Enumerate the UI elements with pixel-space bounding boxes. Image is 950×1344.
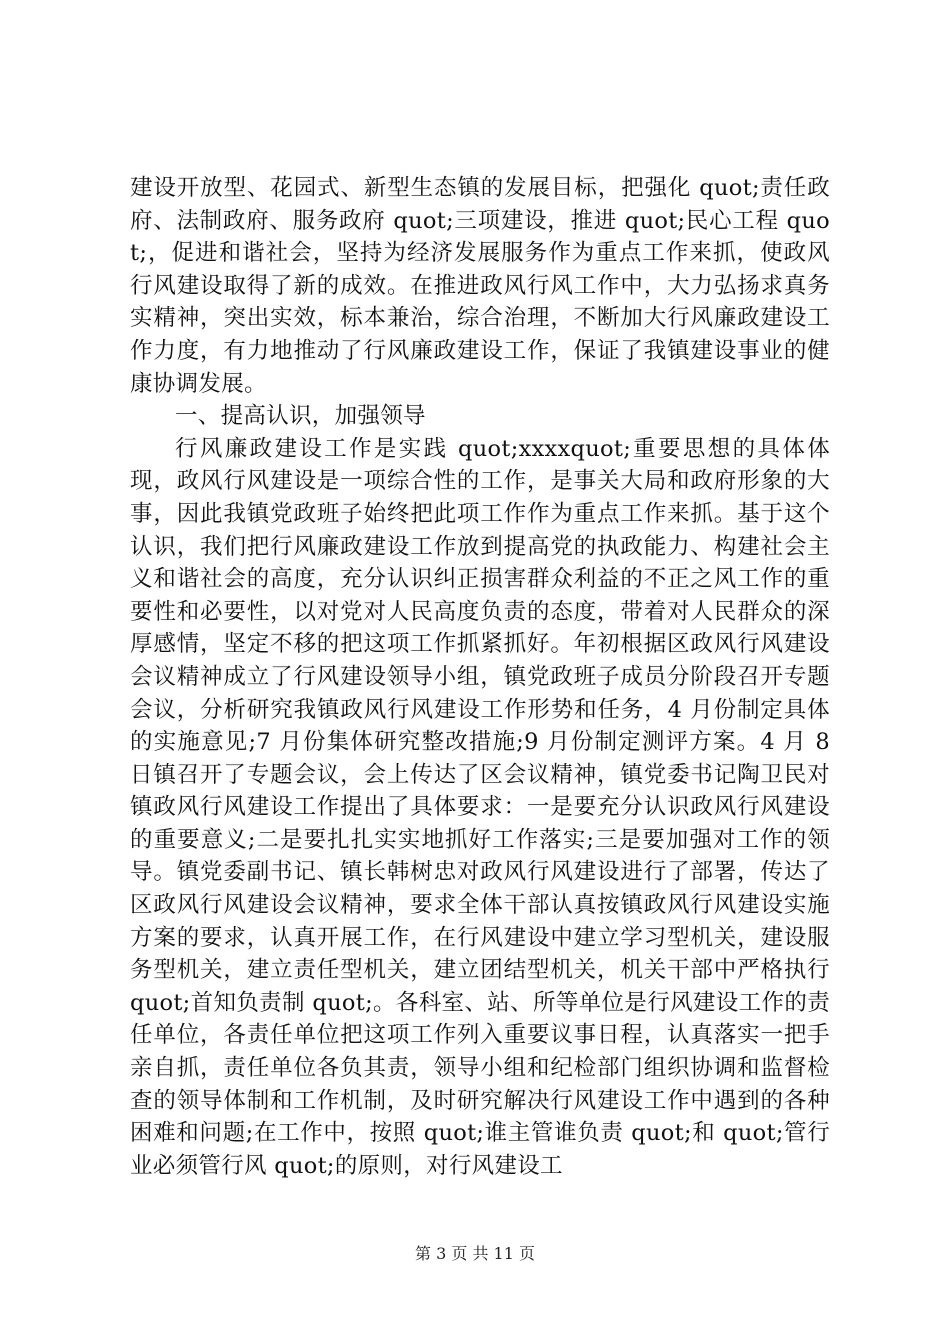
paragraph-body: 行风廉政建设工作是实践 quot;xxxxquot;重要思想的具体体现，政风行风建设是一项综合性的工作，是事关大局和政府形象的大事，因此我镇党政班子始终把此项工作作为重点工作来抓。基于这个认识，我们把行风廉政建设工作放到提高党的执政能力、构建社会主义和谐社会的高度，充分认识纠正损害群众利益的不正之风工作的重要性和必要性，以对党对人民高度负责的态度，带着对人民群众的深厚感情，坚定不移的把这项工作抓紧抓好。年初根据区政风行风建设会议精神成立了行风建设领导小组，镇党政班子成员分阶段召开专题会议，分析研究我镇政风行风建设工作形势和任务，4 月份制定具体的实施意见;7 月份集体研究整改措施;9 月份制定测评方案。4 月 8 日镇召开了专题会议，会上传达了区会议精神，镇党委书记陶卫民对镇政风行风建设工作提出了具体要求：一是要充分认识政风行风建设的重要意义;二是要扎扎实实地抓好工作落实;三是要加强对工作的领导。镇党委副书记、镇长韩树忠对政风行风建设进行了部署，传达了区政风行风建设会议精神，要求全体干部认真按镇政风行风建设实施方案的要求，认真开展工作，在行风建设中建立学习型机关，建设服务型机关，建立责任型机关，建立团结型机关，机关干部中严格执行 quot;首知负责制 quot;。各科室、站、所等单位是行风建设工作的责任单位，各责任单位把这项工作列入重要议事日程，认真落实一把手亲自抓，责任单位各负其责，领导小组和纪检部门组织协调和监督检查的领导体制和工作机制，及时研究解决行风建设工作中遇到的各种困难和问题;在工作中，按照 quot;谁主管谁负责 quot;和 quot;管行业必须管行风 quot;的原则，对行风建设工 bbox=[130, 435, 830, 1179]
section-heading: 一、提高认识，加强领导 bbox=[175, 403, 426, 430]
document-body bbox=[130, 172, 830, 1182]
page-footer: 第 3 页 共 11 页 bbox=[415, 1244, 535, 1263]
paragraph-continuation: 建设开放型、花园式、新型生态镇的发展目标，把强化 quot;责任政府、法制政府、服务政府 quot;三项建设，推进 quot;民心工程 quot;，促进和谐社会，坚持为经济发展服务作为重点工作来抓，使政风行风建设取得了新的成效。在推进政风行风工作中，大力弘扬求真务实精神，突出实效，标本兼治，综合治理，不断加大行风廉政建设工作力度，有力地推动了行风廉政建设工作，保证了我镇建设事业的健康协调发展。 bbox=[130, 175, 830, 397]
